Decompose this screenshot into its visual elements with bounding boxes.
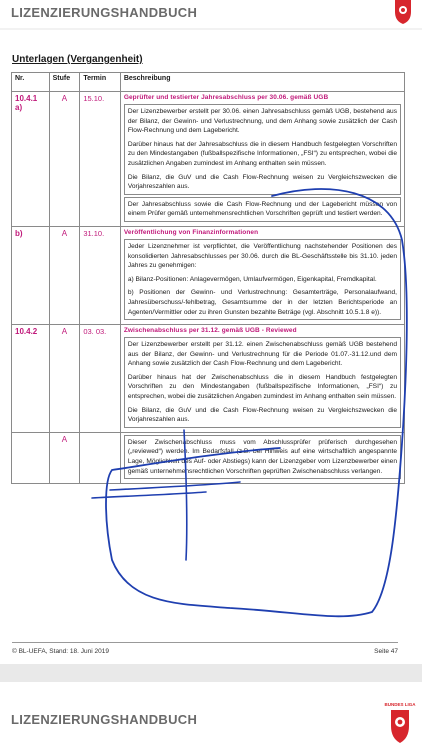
header-nr: Nr. [12, 73, 50, 92]
header-beschreibung: Beschreibung [120, 73, 404, 92]
description-block [124, 435, 401, 479]
cell-nr: 10.4.1 a) [12, 92, 50, 227]
cell-termin: 31.10. [80, 226, 121, 324]
table-body [12, 92, 405, 484]
description-paragraph: Darüber hinaus hat der Jahresabschluss die in diesem Handbuch festgelegten Vorschriften zu den Mindestangaben (fußballspezifische Informationen, „FSI“) zu entsprechen, wobei die zusätzlichen Angaben zumindest im Anhang enthalten sein müssen. [127, 140, 397, 167]
description-paragraph: a) Bilanz-Positionen: Anlagevermögen, Umlaufvermögen, Eigenkapital, Fremdkapital. [127, 275, 377, 283]
cell-stufe: A [49, 92, 80, 227]
cell-stufe: A [49, 226, 80, 324]
cell-beschreibung [120, 325, 404, 433]
cell-beschreibung [120, 92, 404, 227]
cell-termin: 15.10. [80, 92, 121, 227]
page-footer [12, 642, 398, 655]
cell-stufe: A [49, 432, 80, 483]
cell-nr: b) [12, 226, 50, 324]
next-page-header [0, 682, 422, 750]
table-row [12, 325, 405, 433]
page-header-title: LIZENZIERUNGSHANDBUCH [11, 5, 198, 20]
description-paragraph: Der Jahresabschluss sowie die Cash Flow-Rechnung und der Lagebericht müssen von einem Prüfer gemäß unternehmensrechtlichen Vorschriften geprüft und testiert werden. [127, 200, 397, 218]
table-header-row [12, 73, 405, 92]
cell-beschreibung [120, 432, 404, 483]
requirements-table [11, 72, 405, 484]
row-heading: Veröffentlichung von Finanzinformationen [123, 228, 259, 236]
description-paragraph: Die Bilanz, die GuV und die Cash Flow-Rechnung weisen zu Vergleichszwecken die Vorjahreszahlen aus. [127, 173, 397, 191]
footer-page-number: Seite 47 [374, 648, 398, 655]
cell-beschreibung [120, 226, 404, 324]
table-row [12, 432, 405, 483]
next-page-title: LIZENZIERUNGSHANDBUCH [11, 712, 198, 727]
table-row [12, 92, 405, 227]
description-block [124, 337, 401, 428]
header-termin: Termin [80, 73, 121, 92]
description-paragraph: b) Positionen der Gewinn- und Verlustrechnung: Gesamterträge, Personalaufwand, Jahresüberschuss/-fehlbetrag, Gesamtsumme der in der letzten Berichtsperiode an Agenten/Vermittler oder zu ihren Gunsten bezahlte Beträge (vgl. Abschnitt 10.5.1.8 e)). [127, 289, 397, 316]
description-paragraph: Der Lizenzbewerber erstellt per 31.12. einen Zwischenabschluss gemäß UGB bestehend aus der Bilanz, der Gewinn- und Verlustrechnung für die Periode 01.07.-31.12.und dem Anhang sowie zusätzlich der Cash Flow-Rechnung und dem Lagebericht. [127, 341, 397, 368]
row-heading: Geprüfter und testierter Jahresabschluss per 30.06. gemäß UGB [123, 94, 329, 101]
section-title: Unterlagen (Vergangenheit) [12, 54, 143, 65]
bundesliga-logo-icon [392, 0, 414, 24]
description-paragraph: Dieser Zwischenabschluss muss vom Abschlussprüfer prüferisch durchgesehen („reviewed“) werden. Im Bedarfsfall (z.B. bei Hinweis auf eine wirtschaftlich angespannte Lage, Möglichkeit des Auf- oder Abstiegs) kann der Lizenzgeber vom Lizenzbewerber einen gemäß unternehmensrechtlichen Vorschriften geprüften Zwischenabschluss verlangen. [127, 438, 397, 475]
cell-termin: 03. 03. [80, 325, 121, 433]
page-header [0, 0, 422, 28]
description-paragraph: Die Bilanz, die GuV und die Cash Flow-Rechnung weisen zu Vergleichszwecken die Vorjahreszahlen aus. [127, 406, 397, 424]
cell-termin [80, 432, 121, 483]
description-paragraph: Der Lizenzbewerber erstellt per 30.06. einen Jahresabschluss gemäß UGB, bestehend aus der Bilanz, der Gewinn- und Verlustrechnung, und dem Anhang sowie zusätzlich der Cash Flow-Rechnung und dem Lagebericht. [127, 108, 397, 135]
footer-copyright: © BL-UEFA, Stand: 18. Juni 2019 [12, 648, 109, 655]
table-row [12, 226, 405, 324]
description-paragraph: Darüber hinaus hat der Zwischenabschluss die in diesem Handbuch festgelegten Vorschriften zu den Mindestangaben (fußballspezifische Informationen, „FSI“) zu entsprechen, wobei die zusätzlichen Angaben zumindest im Anhang enthalten sein müssen. [127, 373, 397, 401]
logo-wordmark: BUNDES LIGA [384, 702, 416, 707]
bundesliga-logo-large-icon [384, 700, 416, 744]
page-gap [0, 664, 422, 682]
document-page [0, 30, 422, 664]
header-stufe: Stufe [49, 73, 80, 92]
cell-nr [12, 432, 50, 483]
description-block [124, 197, 401, 222]
row-heading: Zwischenabschluss per 31.12. gemäß UGB - Reviewed [123, 327, 297, 335]
description-block [124, 239, 401, 320]
cell-nr: 10.4.2 [12, 325, 50, 433]
cell-stufe: A [49, 325, 80, 433]
description-block [124, 104, 401, 195]
description-paragraph: Jeder Lizenznehmer ist verpflichtet, die Veröffentlichung nachstehender Positionen des konsolidierten Jahresabschlusses per 30.06. durch die BL-Geschäftsstelle bis 31.10. jeden Jahres zu genehmigen: [127, 242, 397, 270]
